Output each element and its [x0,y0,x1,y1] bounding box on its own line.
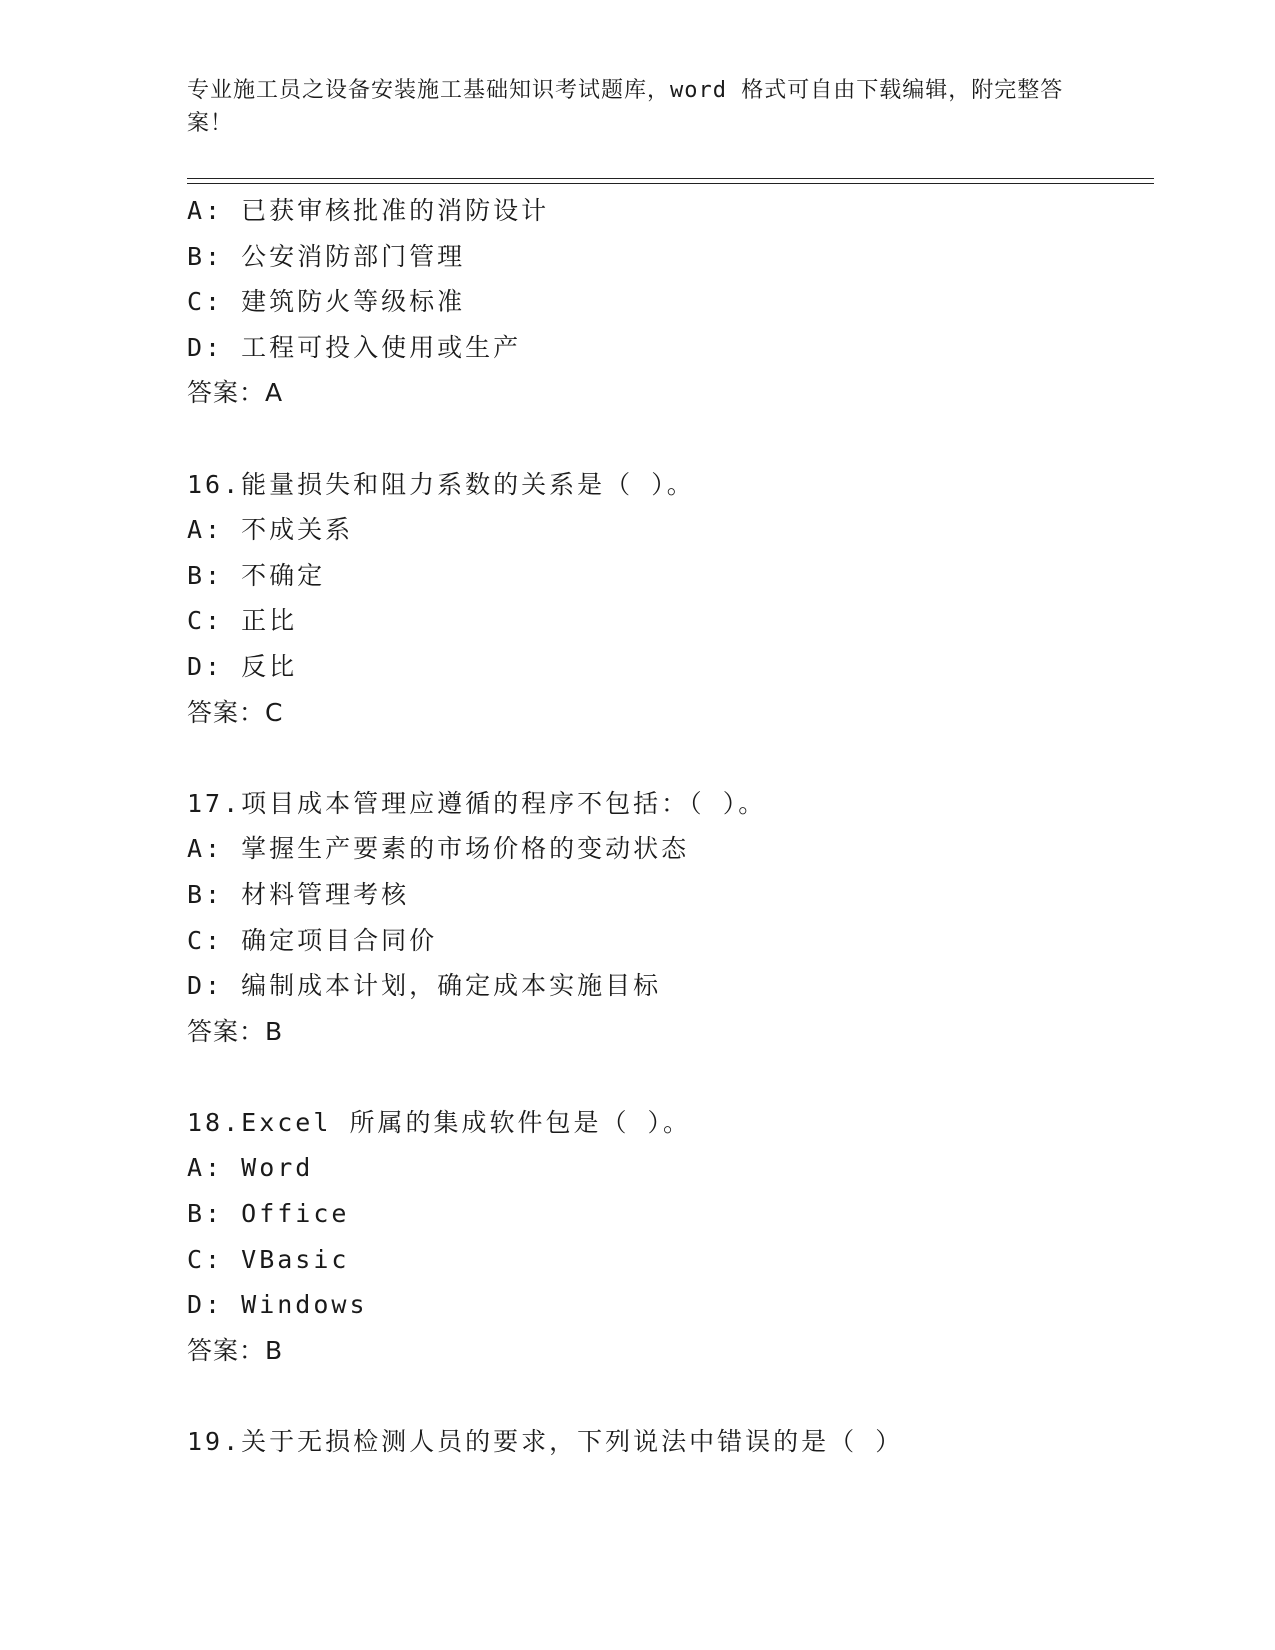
question-stem: 18.Excel 所属的集成软件包是（ ）。 [187,1107,692,1137]
answer-line: 答案：A [187,378,284,408]
answer-line: 答案：B [187,1016,284,1046]
document-header: 专业施工员之设备安装施工基础知识考试题库，word 格式可自由下载编辑，附完整答案！ [187,78,1064,136]
question-stem: 19.关于无损检测人员的要求，下列说法中错误的是（ ） [187,1427,904,1457]
answer-line: 答案：C [187,697,284,727]
answer-line: 答案：B [187,1335,284,1365]
option-c: C: 建筑防火等级标准 [187,287,466,317]
header-divider [187,178,1154,184]
option-a: A: 掌握生产要素的市场价格的变动状态 [187,834,690,864]
question-18-block [187,1100,1147,1374]
option-a: A: Word [187,1153,314,1183]
question-15-block [187,188,1147,416]
question-16-block [187,462,1147,736]
option-d: D: Windows [187,1290,368,1320]
question-stem: 17.项目成本管理应遵循的程序不包括：（ ）。 [187,788,767,818]
question-17-block [187,781,1147,1055]
option-c: C: 正比 [187,606,298,636]
option-c: C: 确定项目合同价 [187,925,438,955]
option-b: B: Office [187,1199,350,1229]
question-stem: 16.能量损失和阻力系数的关系是（ ）。 [187,469,695,499]
option-d: D: 编制成本计划，确定成本实施目标 [187,971,662,1001]
option-d: D: 工程可投入使用或生产 [187,332,522,362]
option-b: B: 公安消防部门管理 [187,241,466,271]
question-19-block [187,1419,1147,1465]
option-b: B: 材料管理考核 [187,879,410,909]
option-a: A: 不成关系 [187,515,354,545]
option-a: A: 已获审核批准的消防设计 [187,196,550,225]
option-c: C: VBasic [187,1244,350,1274]
option-b: B: 不确定 [187,560,326,590]
document-body [187,188,1147,1465]
option-d: D: 反比 [187,651,298,681]
